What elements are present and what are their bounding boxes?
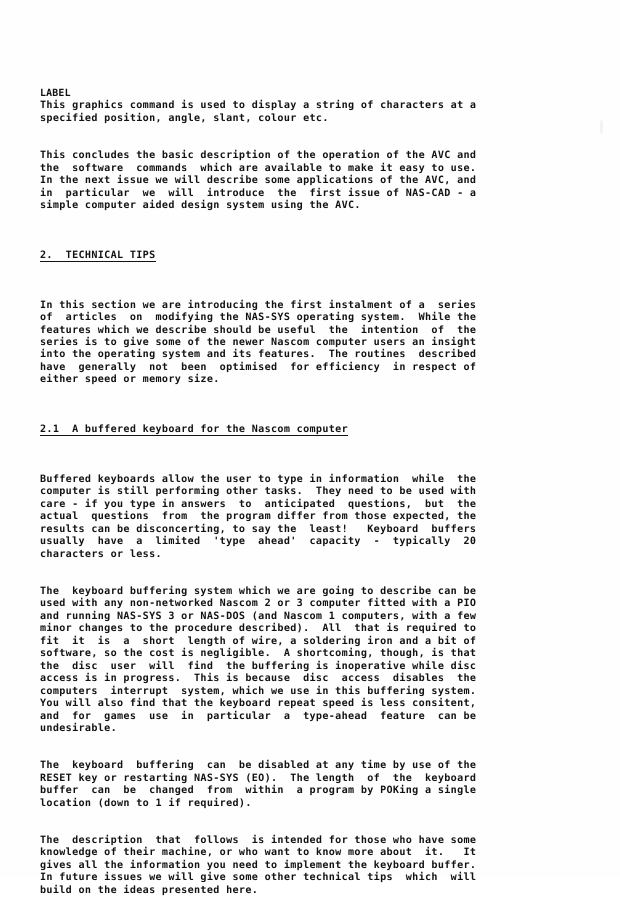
definition-keyword: LABEL [40,88,71,99]
paragraph-disable-reset [40,760,580,810]
definition-line: specified position, angle, slant, colour etc. [40,112,329,124]
text-line: RESET key or restarting NAS-SYS (EO). The length of the keyboard [40,772,477,784]
text-line: computers interrupt system, which we use in this buffering system. [40,685,477,697]
text-line: undesirable. [40,722,118,734]
text-line: characters or less. [40,548,162,560]
section-heading-text: 2. TECHNICAL TIPS [40,249,156,261]
text-line: features which we describe should be useful the intention of the [40,324,477,336]
typed-text-body [40,88,580,897]
paragraph-gap [40,237,580,249]
text-line: knowledge of their machine, or who want to know more about it. It [40,847,477,859]
paragraph-gap [40,810,580,835]
text-line: either speed or memory size. [40,374,220,386]
text-line: In future issues we will give some other technical tips which will [40,872,477,884]
paragraph-avc-conclusion [40,150,580,212]
text-line: This concludes the basic description of the operation of the AVC and [40,150,477,162]
definition-line: This graphics command is used to display a string of characters at a [40,100,477,112]
text-line: The description that follows is intended for those who have some [40,835,477,846]
text-line: buffer can be changed from within a program by POKing a single [40,785,477,797]
paragraph-gap [40,213,580,238]
paragraph-buffered-keyboards [40,474,580,561]
text-line: have generally not been optimised for efficiency in respect of [40,361,477,373]
text-line: simple computer aided design system using the AVC. [40,200,361,212]
text-line: series is to give some of the newer Nascom computer users an insight [40,336,477,348]
paragraph-buffering-system [40,586,580,735]
text-line: actual questions from the program differ from those expected, the [40,511,477,523]
text-line: into the operating system and its features. The routines described [40,349,477,361]
text-line: of articles on modifying the NAS-SYS operating system. While the [40,312,477,324]
text-line: Buffered keyboards allow the user to type in information while the [40,473,477,485]
section-heading-text: 2.1 A buffered keyboard for the Nascom computer [40,424,349,436]
paragraph-gap [40,461,580,473]
text-line: In the next issue we will describe some applications of the AVC, and [40,175,477,187]
paragraph-section-intro [40,300,580,387]
text-line: gives all the information you need to implement the keyboard buffer. [40,859,477,871]
text-line: location (down to 1 if required). [40,797,252,809]
text-line: results can be disconcerting, to say the least! Keyboard buffers [40,523,477,535]
paragraph-description-scope [40,835,580,897]
text-line: and running NAS-SYS 3 or NAS-DOS (and Nascom 1 computers, with a few [40,610,477,622]
text-line: and for games use in particular a type-ahead feature can be [40,710,477,722]
text-line: the disc user will find the buffering is inoperative while disc [40,660,477,672]
text-line: used with any non-networked Nascom 2 or 3 computer fitted with a PIO [40,598,477,610]
text-line: minor changes to the procedure described). All that is required to [40,623,477,635]
text-line: fit it is a short length of wire, a soldering iron and a bit of [40,635,477,647]
paragraph-gap [40,125,580,150]
paragraph-gap [40,287,580,299]
text-line: software, so the cost is negligible. A shortcoming, though, is that [40,648,477,660]
text-line: The keyboard buffering system which we are going to describe can be [40,585,477,597]
text-line: in particular we will introduce the first issue of NAS-CAD - a [40,187,477,199]
paragraph-gap [40,262,580,287]
text-line: access is in progress. This is because disc access disables the [40,673,477,685]
text-line: computer is still performing other tasks. They need to be used with [40,486,477,498]
scan-artifact [600,120,603,134]
text-line: usually have a limited 'type ahead' capacity - typically 20 [40,536,477,548]
paragraph-gap [40,561,580,586]
text-line: The keyboard buffering can be disabled at any time by use of the [40,760,477,772]
text-line: You will also find that the keyboard repeat speed is less consitent, [40,698,477,710]
paragraph-gap [40,437,580,462]
paragraph-gap [40,735,580,760]
section-heading-buffered-keyboard [40,424,580,436]
paragraph-gap [40,387,580,412]
definition-block-label [40,88,580,125]
text-line: care - if you type in answers to anticipated questions, but the [40,498,477,510]
paragraph-gap [40,412,580,424]
section-heading-technical-tips [40,250,580,262]
text-line: In this section we are introducing the first instalment of a series [40,299,477,311]
text-line: the software commands which are available to make it easy to use. [40,162,477,174]
text-line: build on the ideas presented here. [40,884,259,896]
